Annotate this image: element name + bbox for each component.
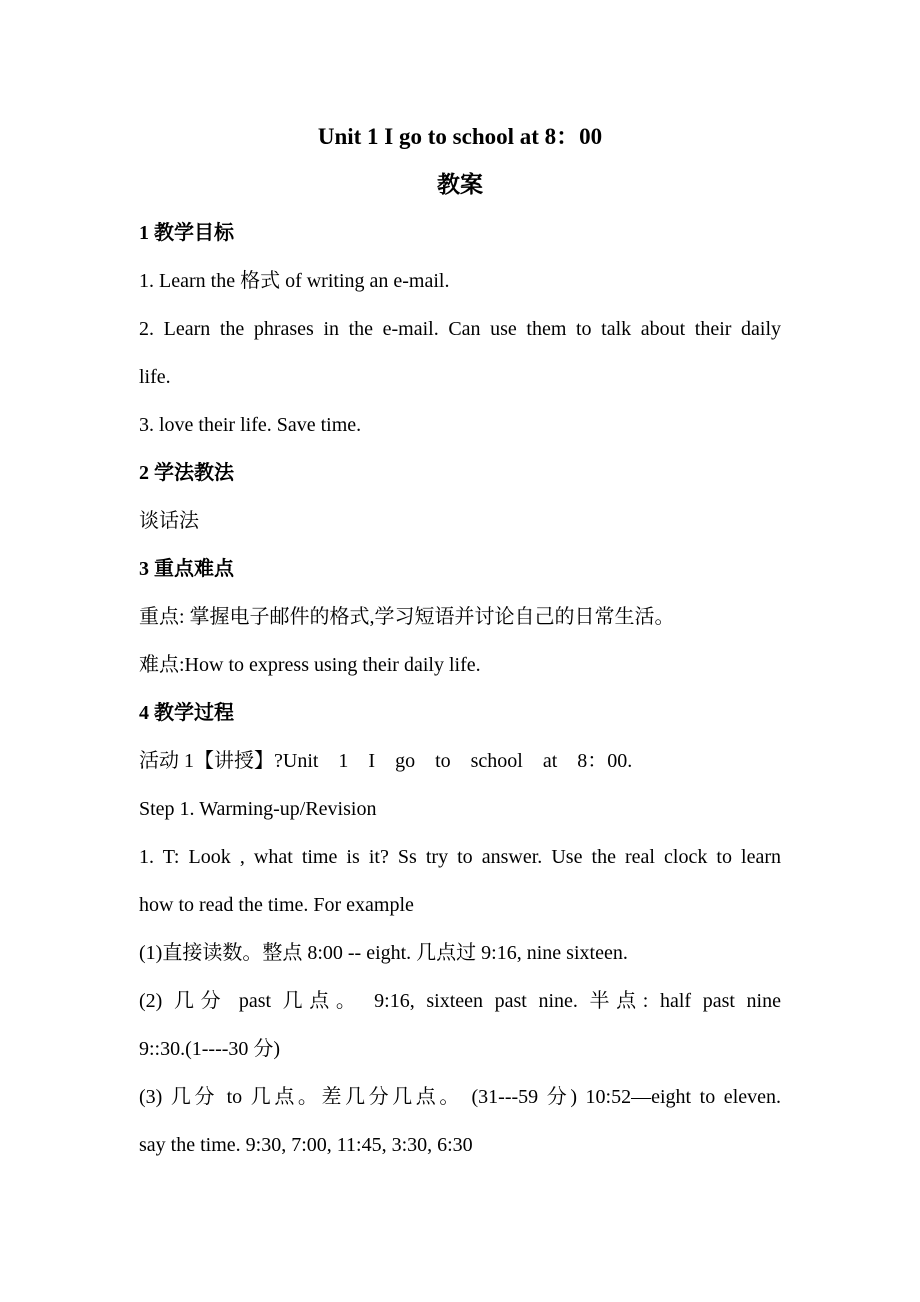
objective-line: 1. Learn the 格式 of writing an e-mail. bbox=[139, 270, 450, 292]
document-title: Unit 1 I go to school at 8：00 bbox=[317, 124, 603, 149]
process-line: 1. T: Look , what time is it? Ss try to answer. Use the real clock to learn bbox=[139, 846, 781, 868]
section-heading: 2 学法教法 bbox=[139, 462, 234, 484]
objective-line: life. bbox=[139, 366, 171, 388]
section-heading: 1 教学目标 bbox=[139, 222, 234, 244]
key-point-text: 重点: 掌握电子邮件的格式,学习短语并讨论自己的日常生活。 bbox=[139, 606, 675, 628]
method-text: 谈话法 bbox=[139, 510, 199, 532]
document-page bbox=[139, 113, 781, 1169]
process-line: 9::30.(1----30 分) bbox=[139, 1038, 281, 1060]
objective-line: 3. love their life. Save time. bbox=[139, 414, 362, 436]
process-line: 活动 1【讲授】?Unit 1 I go to school at 8：00. bbox=[139, 750, 633, 772]
process-line: Step 1. Warming-up/Revision bbox=[139, 798, 377, 820]
document-subtitle: 教案 bbox=[437, 172, 483, 197]
objective-line: 2. Learn the phrases in the e-mail. Can use them to talk about their daily bbox=[139, 318, 781, 340]
process-line: how to read the time. For example bbox=[139, 894, 414, 916]
process-line: (2) 几分 past 几点。 9:16, sixteen past nine. 半点: half past nine bbox=[139, 990, 781, 1012]
difficult-point-text: 难点:How to express using their daily life. bbox=[139, 654, 481, 676]
section-heading: 3 重点难点 bbox=[139, 558, 234, 580]
process-line: (3) 几分 to 几点。差几分几点。 (31---59 分) 10:52—eight to eleven. bbox=[139, 1086, 781, 1108]
section-heading: 4 教学过程 bbox=[139, 702, 234, 724]
process-line: say the time. 9:30, 7:00, 11:45, 3:30, 6:30 bbox=[139, 1134, 473, 1156]
process-line: (1)直接读数。整点 8:00 -- eight. 几点过 9:16, nine sixteen. bbox=[139, 942, 628, 964]
